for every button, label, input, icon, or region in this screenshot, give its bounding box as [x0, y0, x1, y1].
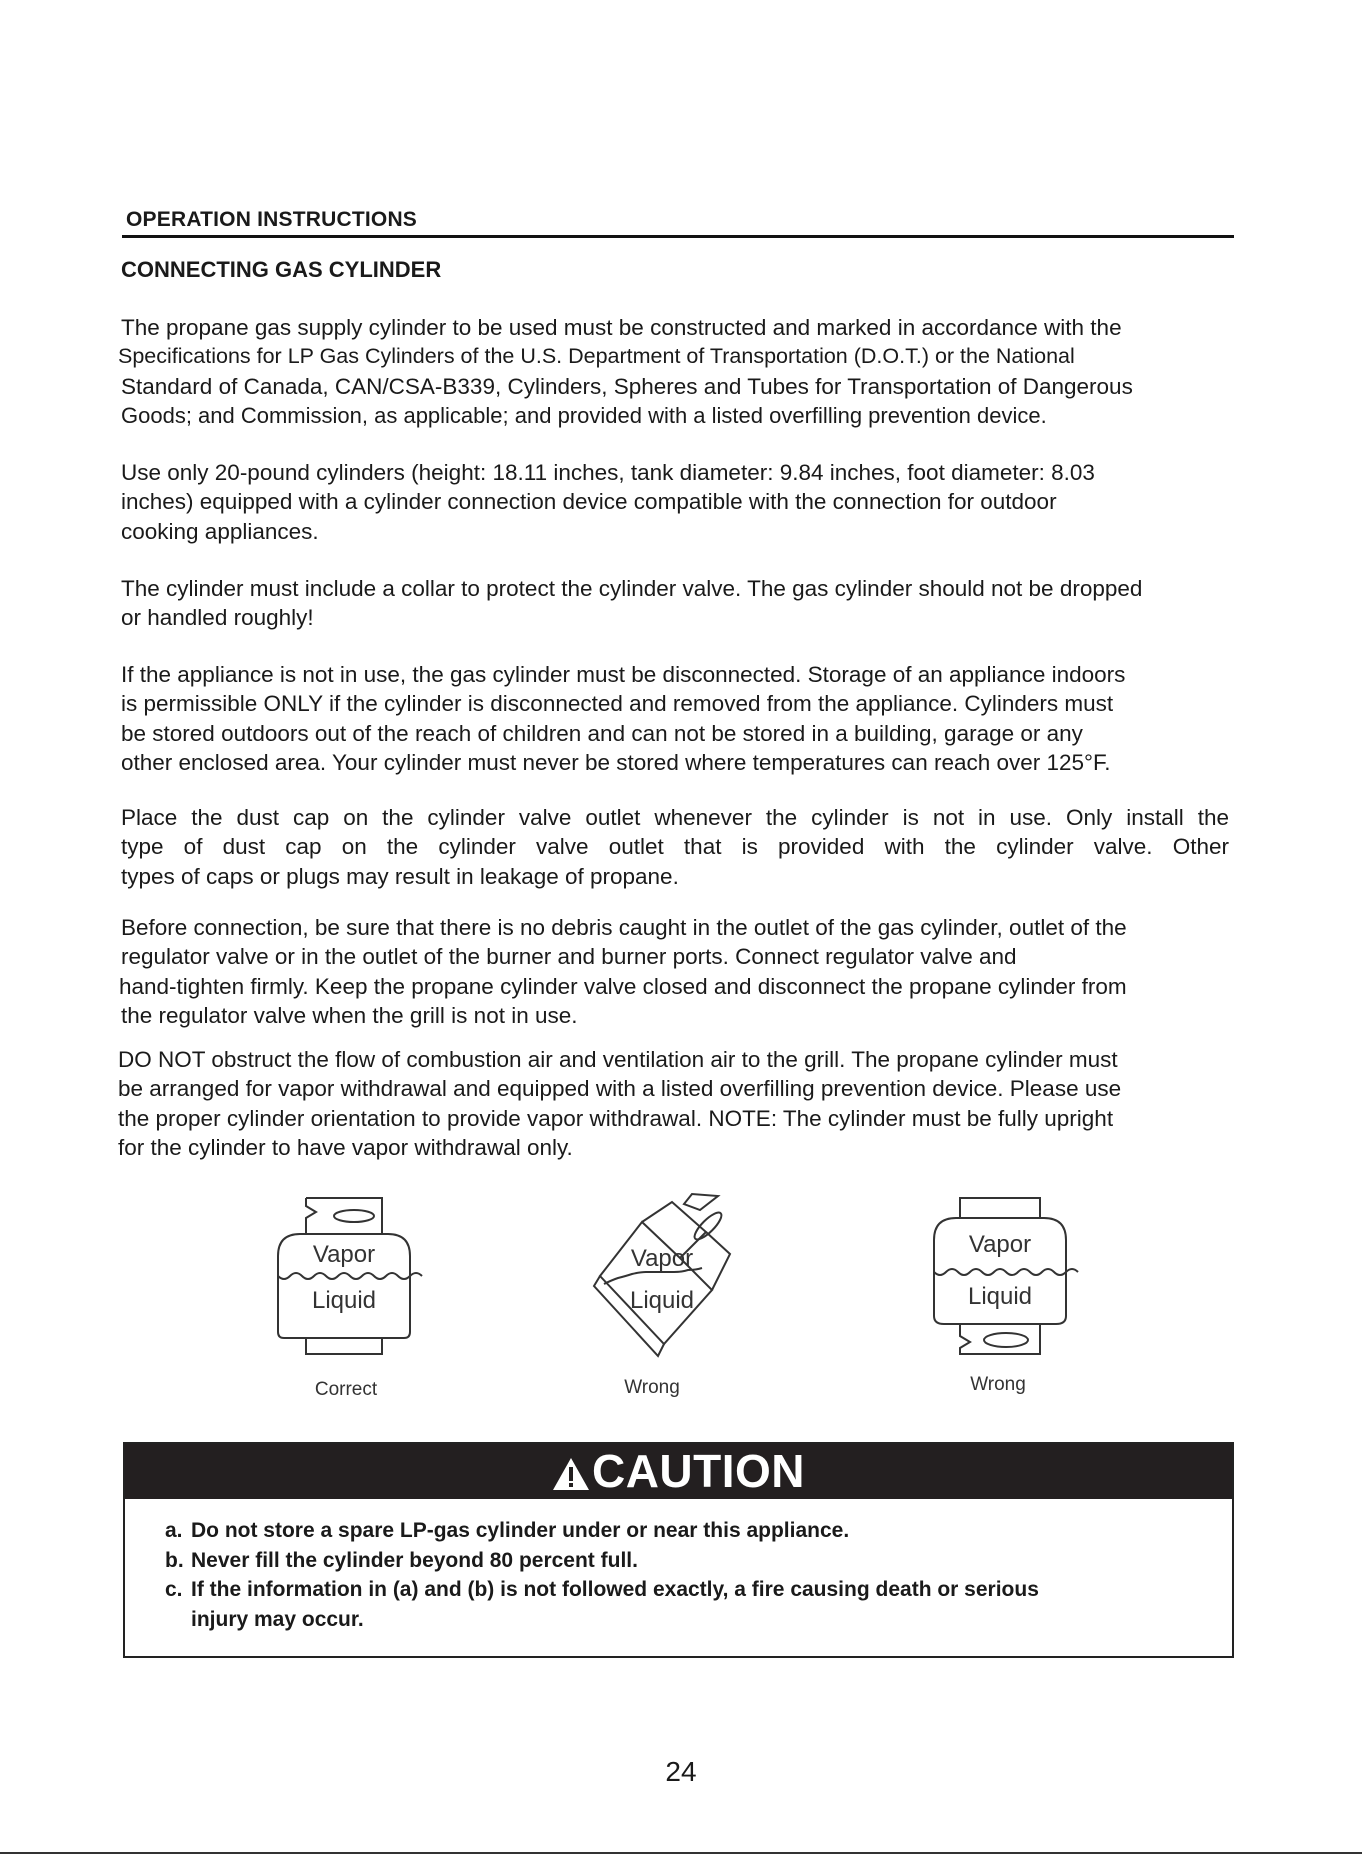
cylinder-figure-inverted — [926, 1196, 1086, 1356]
svg-text:Vapor: Vapor — [312, 1241, 376, 1268]
text-line: other enclosed area. Your cylinder must never be stored where temperatures can reach over 125°F. — [121, 749, 1111, 775]
text-line: is permissible ONLY if the cylinder is disconnected and removed from the appliance. Cylinders must — [121, 691, 1114, 717]
figure-caption-wrong-tilted: Wrong — [624, 1377, 680, 1398]
caution-title-wrap — [552, 1445, 805, 1497]
caution-box — [123, 1442, 1234, 1658]
text-line: type of dust cap on the cylinder valve outlet that is provided with the cylinder valve. Other — [121, 834, 1229, 860]
subsection-title: CONNECTING GAS CYLINDER — [121, 257, 442, 282]
text-line: the regulator valve when the grill is not in use. — [121, 1002, 578, 1028]
paragraph-storage — [121, 660, 1237, 777]
text-line: Before connection, be sure that there is no debris caught in the outlet of the gas cylinder, outlet of the — [121, 915, 1127, 940]
text-line: hand-tighten firmly. Keep the propane cylinder valve closed and disconnect the propane cylinder from — [119, 973, 1127, 999]
caution-item — [165, 1516, 1039, 1546]
text-line: The propane gas supply cylinder to be used must be constructed and marked in accordance with the — [121, 315, 1122, 340]
text-line: cooking appliances. — [121, 518, 319, 544]
figure-caption-correct: Correct — [314, 1379, 378, 1400]
inverted-cylinder-icon — [926, 1196, 1086, 1356]
caution-item-letter: a. — [165, 1519, 183, 1542]
tilted-cylinder-icon — [580, 1192, 760, 1362]
section-title: OPERATION INSTRUCTIONS — [126, 208, 418, 231]
caution-item-text: injury may occur. — [191, 1607, 364, 1631]
paragraph-before-connection — [121, 913, 1237, 1030]
svg-text:Vapor: Vapor — [630, 1245, 694, 1272]
caution-list — [165, 1516, 1039, 1634]
svg-text:Vapor: Vapor — [968, 1231, 1032, 1258]
page-number: 24 — [665, 1756, 697, 1787]
caution-header — [125, 1444, 1232, 1499]
figure-caption-wrong-inverted: Wrong — [970, 1374, 1026, 1395]
caution-title: CAUTION — [591, 1445, 806, 1497]
text-line: the proper cylinder orientation to provide vapor withdrawal. NOTE: The cylinder must be fully upright — [118, 1105, 1114, 1131]
text-line: Goods; and Commission, as applicable; and provided with a listed overfilling prevention device. — [121, 402, 1047, 428]
text-line: be stored outdoors out of the reach of children and can not be stored in a building, garage or any — [121, 720, 1083, 746]
text-line: types of caps or plugs may result in leakage of propane. — [121, 863, 679, 889]
text-line: regulator valve or in the outlet of the burner and burner ports. Connect regulator valve and — [121, 944, 1017, 970]
text-line: or handled roughly! — [121, 605, 314, 631]
paragraph-cylinder-specs — [118, 313, 1237, 430]
text-line: Specifications for LP Gas Cylinders of the U.S. Department of Transportation (D.O.T.) or the National — [118, 344, 1075, 369]
paragraph-vapor-withdrawal — [118, 1045, 1234, 1162]
caution-item-text: If the information in (a) and (b) is not followed exactly, a fire causing death or serious — [191, 1578, 1039, 1601]
caution-item-letter: b. — [165, 1548, 184, 1572]
paragraph-cylinder-size — [121, 458, 1237, 546]
text-line: be arranged for vapor withdrawal and equipped with a listed overfilling prevention device. Please use — [118, 1076, 1122, 1102]
caution-item-letter — [165, 1605, 191, 1635]
text-line: DO NOT obstruct the flow of combustion air and ventilation air to the grill. The propane cylinder must — [118, 1047, 1118, 1072]
text-line: If the appliance is not in use, the gas cylinder must be disconnected. Storage of an appliance indoors — [121, 662, 1126, 687]
caution-item — [165, 1575, 1039, 1605]
section-divider — [122, 235, 1234, 238]
text-line: for the cylinder to have vapor withdrawal only. — [118, 1134, 573, 1160]
caution-item-text: Never fill the cylinder beyond 80 percent full. — [191, 1548, 638, 1572]
svg-text:Liquid: Liquid — [311, 1287, 377, 1314]
page-bottom-edge — [0, 1852, 1362, 1854]
text-line: inches) equipped with a cylinder connection device compatible with the connection for outdoor — [121, 489, 1057, 515]
text-line: Place the dust cap on the cylinder valve outlet whenever the cylinder is not in use. Only install the — [121, 805, 1229, 830]
cylinder-figure-tilted — [580, 1192, 760, 1362]
caution-item — [165, 1605, 1039, 1635]
caution-item-letter: c. — [165, 1578, 183, 1601]
text-line: The cylinder must include a collar to protect the cylinder valve. The gas cylinder should not be dropped — [121, 576, 1143, 601]
upright-cylinder-icon — [270, 1196, 430, 1356]
cylinder-figure-correct — [270, 1196, 430, 1356]
text-line: Use only 20-pound cylinders (height: 18.11 inches, tank diameter: 9.84 inches, foot diameter: 8.03 — [121, 460, 1095, 485]
paragraph-collar — [121, 574, 1237, 633]
svg-text:Liquid: Liquid — [967, 1283, 1033, 1310]
paragraph-dust-cap — [121, 803, 1229, 891]
text-line: Standard of Canada, CAN/CSA-B339, Cylinders, Spheres and Tubes for Transportation of Dangerous — [121, 373, 1133, 399]
caution-item — [165, 1546, 1039, 1576]
svg-text:Liquid: Liquid — [629, 1287, 695, 1314]
caution-item-text: Do not store a spare LP-gas cylinder under or near this appliance. — [191, 1519, 850, 1542]
warning-triangle-icon — [552, 1457, 590, 1491]
